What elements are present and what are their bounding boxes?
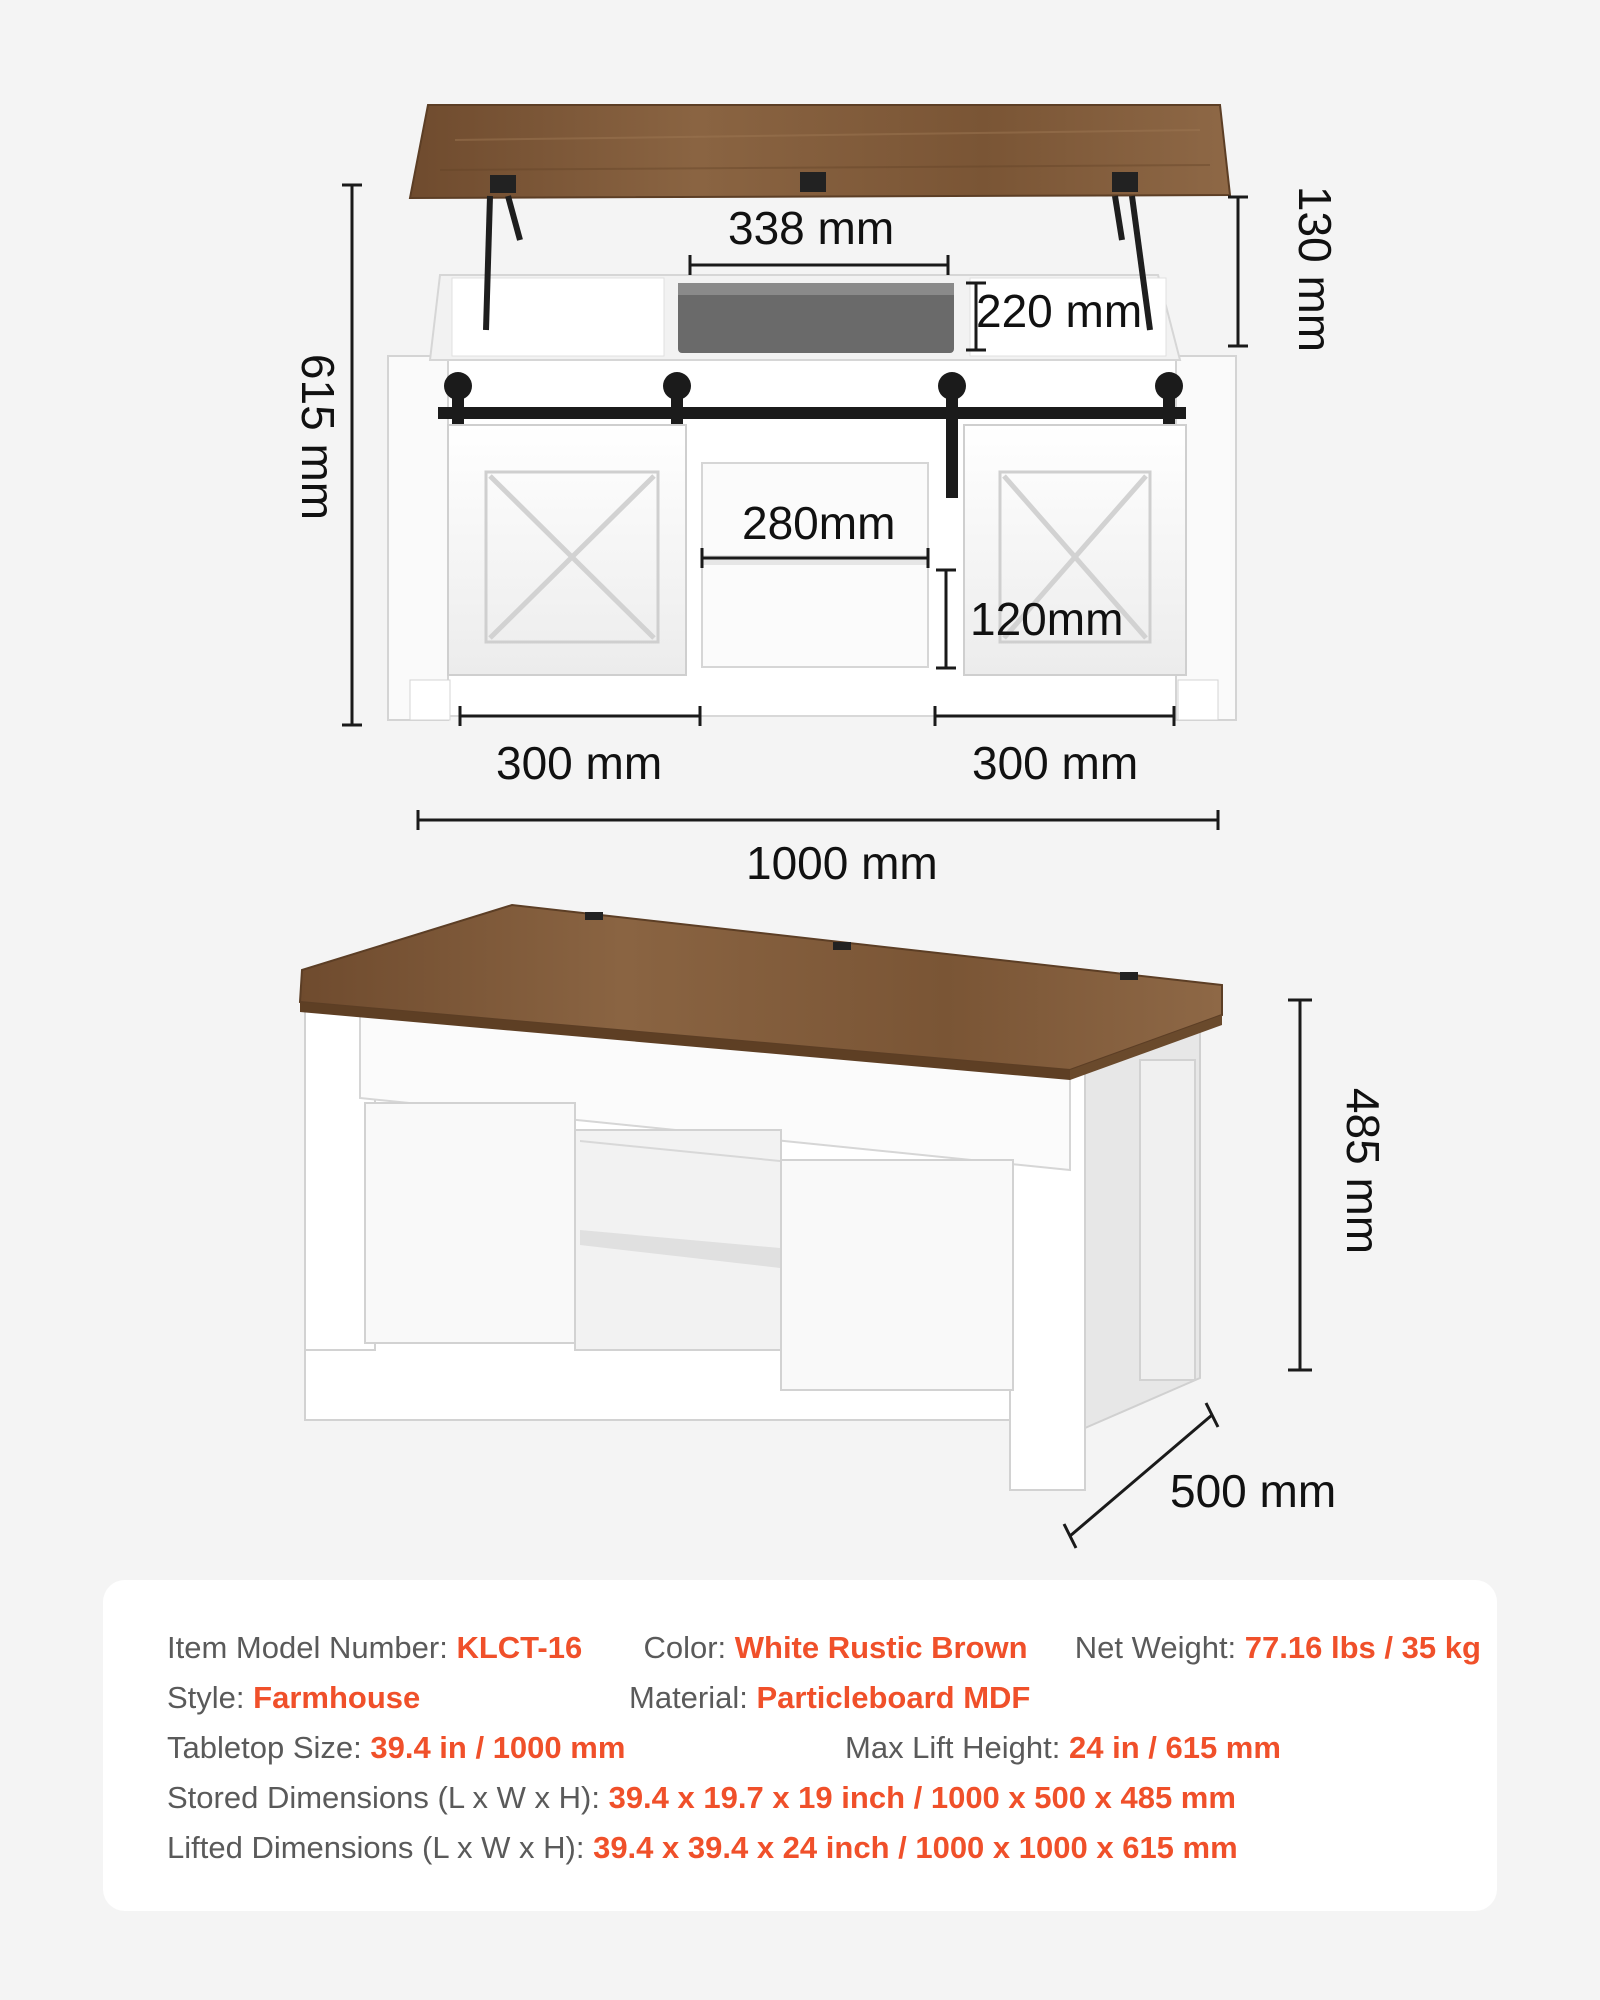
dim-total-height: 615 mm — [292, 353, 345, 521]
spec-lifted-label: Lifted Dimensions (L x W x H): — [167, 1830, 594, 1865]
dim-shelf-width: 280mm — [742, 497, 896, 549]
barn-door-rail — [438, 407, 1186, 419]
spec-row-3 — [167, 1732, 625, 1763]
spec-row-5 — [167, 1832, 1238, 1863]
spec-max-lift-label: Max Lift Height: — [845, 1730, 1069, 1765]
spec-weight-value: 77.16 lbs / 35 kg — [1244, 1630, 1481, 1665]
dim-storage-height: 220 mm — [976, 285, 1143, 337]
closed-left-door — [365, 1103, 575, 1343]
closed-right-door — [781, 1160, 1013, 1390]
spec-card — [103, 1580, 1497, 1911]
spec-row-4 — [167, 1782, 1236, 1813]
spec-color-label: Color: — [643, 1630, 735, 1665]
spec-tabletop-value: 39.4 in / 1000 mm — [370, 1730, 626, 1765]
spec-style-label: Style: — [167, 1680, 254, 1715]
spec-stored-label: Stored Dimensions (L x W x H): — [167, 1780, 609, 1815]
dim-total-length: 1000 mm — [746, 837, 938, 889]
dim-shelf-height: 120mm — [970, 593, 1124, 645]
spec-style-value: Farmhouse — [253, 1680, 421, 1715]
dim-depth: 500 mm — [1170, 1465, 1337, 1517]
spec-max-lift-value: 24 in / 615 mm — [1068, 1730, 1281, 1765]
closed-table-illustration — [300, 905, 1222, 1490]
spec-model-value: KLCT-16 — [456, 1630, 583, 1665]
dim-left-door-width: 300 mm — [496, 737, 663, 789]
spec-tabletop-label: Tabletop Size: — [167, 1730, 371, 1765]
spec-lifted-value: 39.4 x 39.4 x 24 inch / 1000 x 1000 x 615 mm — [593, 1830, 1238, 1865]
spec-stored-value: 39.4 x 19.7 x 19 inch / 1000 x 500 x 485 mm — [608, 1780, 1236, 1815]
spec-model-label: Item Model Number: — [167, 1630, 457, 1665]
spec-row-3b — [845, 1732, 1281, 1763]
dim-closed-height: 485 mm — [1337, 1087, 1390, 1255]
spec-row-2 — [167, 1682, 420, 1713]
spec-material-value: Particleboard MDF — [756, 1680, 1031, 1715]
dim-storage-width: 338 mm — [728, 202, 895, 254]
dim-lift-height: 130 mm — [1289, 185, 1342, 353]
spec-color-value: White Rustic Brown — [734, 1630, 1028, 1665]
spec-row-1 — [167, 1632, 1481, 1663]
left-barn-door — [448, 425, 686, 675]
spec-weight-label: Net Weight: — [1074, 1630, 1245, 1665]
spec-row-2b — [629, 1682, 1030, 1713]
dim-right-door-width: 300 mm — [972, 737, 1139, 789]
spec-material-label: Material: — [629, 1680, 757, 1715]
